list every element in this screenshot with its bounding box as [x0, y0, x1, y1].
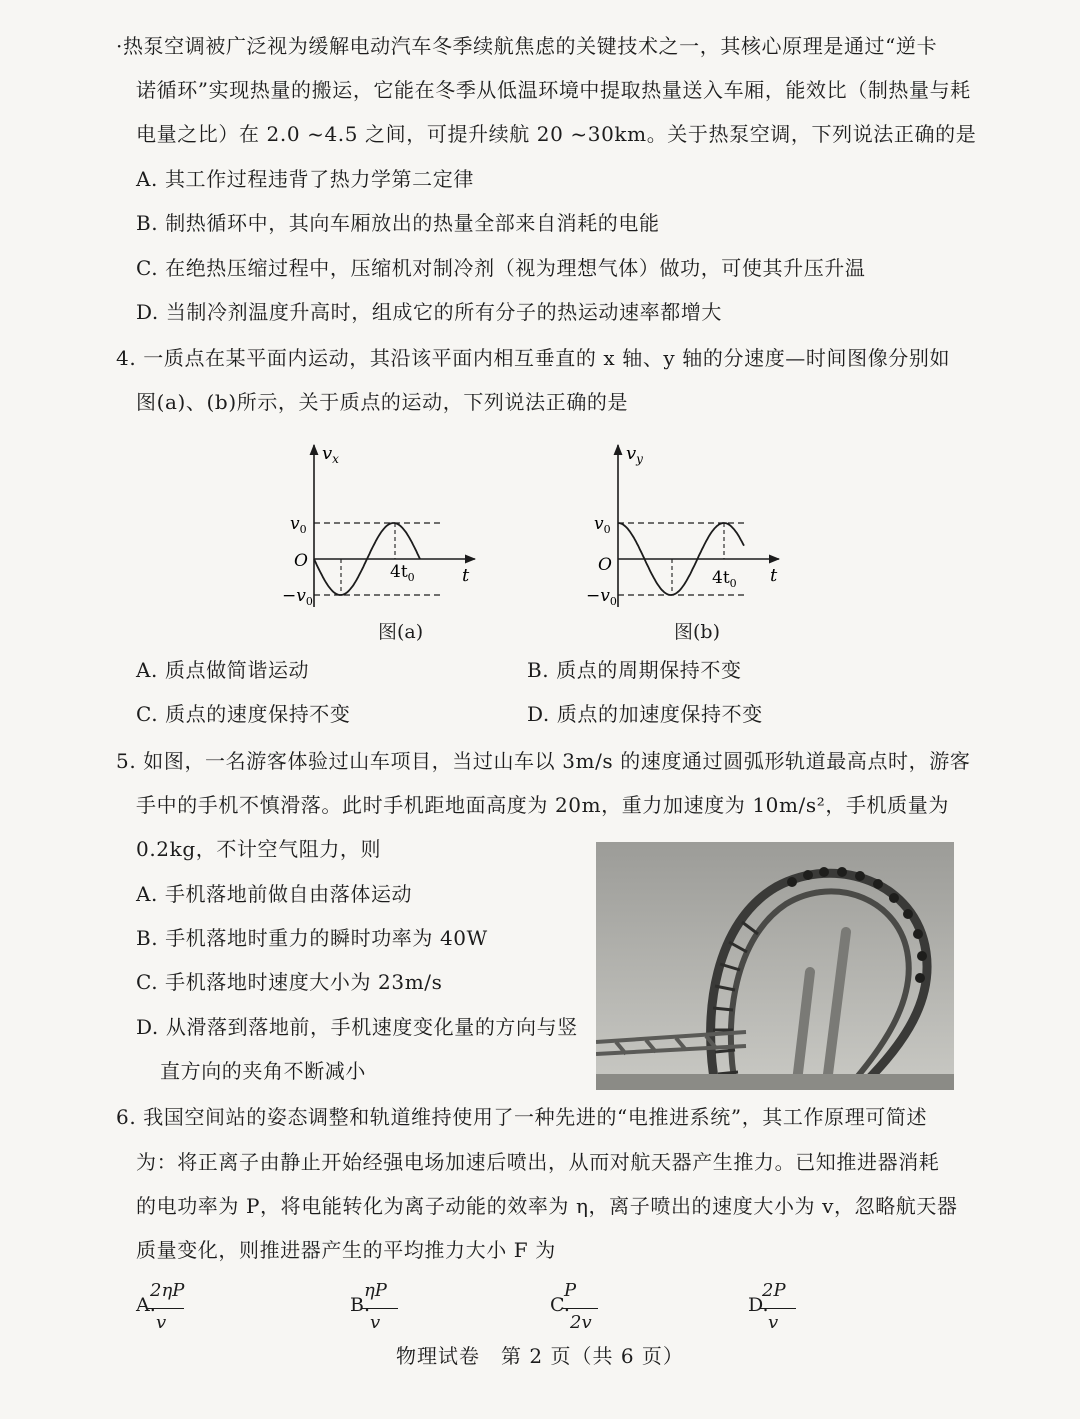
- graph-a-caption: 图(a): [378, 621, 424, 643]
- q5-option-d-cont: 直方向的夹角不断减小: [160, 1059, 366, 1083]
- q6-line-3: 的电功率为 P，将电能转化为离子动能的效率为 η，离子喷出的速度大小为 v，忽略航天器: [136, 1194, 958, 1218]
- q5-line-2: 手中的手机不慎滑落。此时手机距地面高度为 20m，重力加速度为 10m/s²，手机质量为: [136, 793, 949, 817]
- q5-line-1: 5. 如图，一名游客体验过山车项目，当过山车以 3m/s 的速度通过圆弧形轨道最高点时，游客: [116, 749, 971, 773]
- q4-option-a: A. 质点做简谐运动: [136, 658, 310, 682]
- graph-a-y-label: $v_x$: [322, 443, 339, 466]
- q4-option-d: D. 质点的加速度保持不变: [527, 702, 763, 726]
- q4-line-2: 图(a)、(b)所示，关于质点的运动，下列说法正确的是: [136, 390, 629, 414]
- graph-b-caption: 图(b): [674, 621, 720, 643]
- q5-line-3: 0.2kg，不计空气阻力，则: [136, 837, 382, 861]
- graph-b-origin: O: [598, 555, 612, 575]
- q3-line-3: 电量之比）在 2.0 ~4.5 之间，可提升续航 20 ~30km。关于热泵空调，下列说法正确的是: [136, 122, 977, 146]
- q6-line-1: 6. 我国空间站的姿态调整和轨道维持使用了一种先进的“电推进系统”，其工作原理可简述: [116, 1105, 928, 1129]
- page-footer: 物理试卷 第 2 页（共 6 页）: [396, 1344, 684, 1368]
- graph-b-v0-label: $v_0$: [594, 514, 611, 536]
- q4-line-1: 4. 一质点在某平面内运动，其沿该平面内相互垂直的 x 轴、y 轴的分速度—时间图像分别如: [116, 346, 951, 370]
- q3-option-d: D. 当制冷剂温度升高时，组成它的所有分子的热运动速率都增大: [136, 300, 723, 324]
- roller-coaster-photo: [596, 842, 954, 1090]
- graph-a-origin: O: [294, 551, 308, 571]
- q6-line-2: 为：将正离子由静止开始经强电场加速后喷出，从而对航天器产生推力。已知推进器消耗: [136, 1150, 940, 1174]
- q5-option-a: A. 手机落地前做自由落体运动: [136, 882, 413, 906]
- graph-b-4t0-label: $4t_0$: [712, 568, 737, 590]
- q5-option-d: D. 从滑落到落地前，手机速度变化量的方向与竖: [136, 1015, 578, 1039]
- graph-a-v0-label: $v_0$: [290, 514, 307, 536]
- q5-option-b: B. 手机落地时重力的瞬时功率为 40W: [136, 926, 488, 950]
- q6-line-4: 质量变化，则推进器产生的平均推力大小 F 为: [136, 1238, 556, 1262]
- q4-option-c: C. 质点的速度保持不变: [136, 702, 351, 726]
- graph-b-neg-v0-label: $-v_0$: [586, 586, 617, 608]
- q4-option-b: B. 质点的周期保持不变: [527, 658, 742, 682]
- q5-option-c: C. 手机落地时速度大小为 23m/s: [136, 970, 443, 994]
- exam-page: ·热泵空调被广泛视为缓解电动汽车冬季续航焦虑的关键技术之一，其核心原理是通过“逆卡 诺循环”实现热量的搬运，它能在冬季从低温环境中提取热量送入车厢，能效比（制热量与耗 电量之比）在 2.0 ~4.5 之间，可提升续航 20 ~30km。关于热泵空调，下列说法正确的是 A. 其工作过程违背了热力学第二定律 B. 制热循环中，其向车厢放出的热量全部来自消耗的电能 C. 在绝热压缩过程中，压缩机对制冷剂（视为理想气体）做功，可使其升压升温 D. 当制冷剂温度升高时，组成它的所有分子的热运动速率都增大 4. 一质点在某平面内运动，其沿该平面内相互垂直的 x 轴、y 轴的分速度—时间图像分别如 图(a)、(b)所示，关于质点的运动，下列说法正确的是 $v_x$ $v_0$ O $-v_0$ $4t_0$ t 图(a) $v_y$ $v_0$ O $-v_0$ $4t_0$ t 图(b) A. 质点做简谐运动 B. 质点的周期保持不变 C. 质点的速度保持不变 D. 质点的加速度保持不变 5. 如图，一名游客体验过山车项目，当过山车以 3m/s 的速度通过圆弧形轨道最高点时，游客 手中的手机不慎滑落。此时手机距地面高度为 20m，重力加速度为 10m/s²，手机质量为 0.2kg，不计空气阻力，则 A. 手机落地前做自由落体运动 B. 手机落地时重力的瞬时功率为 40W C. 手机落地时速度大小为 23m/s D. 从滑落到落地前，手机速度变化量的方向与竖 直方向的夹角不断减小 6. 我国空间站的姿态调整和轨道维持使用了一种先进的“电推进系统”，其工作原理可简述 为：将正离子由静止开始经强电场加速后喷出，从而对航天器产生推力。已知推进器消耗 的电功率为 P，将电能转化为离子动能的效率为 η，离子喷出的速度大小为 v，忽略航天器 质量变化，则推进器产生的平均推力大小 F 为 A. 2ηP v B. ηP v C. P 2v D. 2P v 物理试卷 第 2 页（共 6 页）: [0, 0, 1080, 1419]
- q3-line-1: ·热泵空调被广泛视为缓解电动汽车冬季续航焦虑的关键技术之一，其核心原理是通过“逆卡: [116, 34, 938, 58]
- graph-b-y-label: $v_y$: [626, 443, 643, 466]
- graph-a-4t0-label: $4t_0$: [390, 562, 415, 584]
- q3-line-2: 诺循环”实现热量的搬运，它能在冬季从低温环境中提取热量送入车厢，能效比（制热量与耗: [136, 78, 971, 102]
- q3-option-c: C. 在绝热压缩过程中，压缩机对制冷剂（视为理想气体）做功，可使其升压升温: [136, 256, 866, 280]
- graph-a-neg-v0-label: $-v_0$: [282, 586, 313, 608]
- q3-option-b: B. 制热循环中，其向车厢放出的热量全部来自消耗的电能: [136, 211, 660, 235]
- q3-option-a: A. 其工作过程违背了热力学第二定律: [136, 167, 474, 191]
- graph-a-t-label: t: [462, 565, 470, 586]
- graph-b-t-label: t: [770, 565, 778, 586]
